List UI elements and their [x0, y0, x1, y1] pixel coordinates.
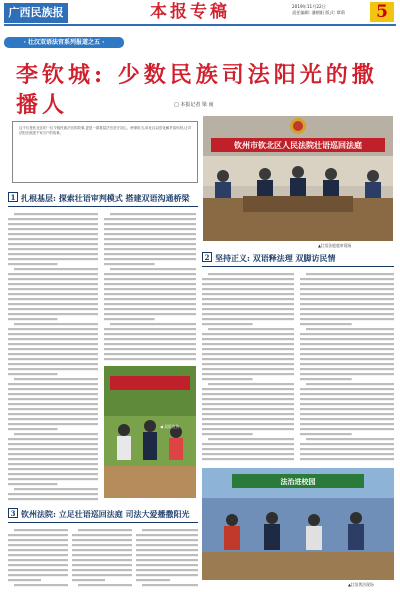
text-line	[8, 443, 98, 445]
text-line	[300, 353, 394, 355]
masthead	[0, 0, 400, 26]
text-line	[202, 298, 294, 300]
text-line	[104, 218, 196, 220]
text-line	[104, 288, 196, 290]
text-line	[8, 539, 68, 541]
text-line	[300, 453, 394, 455]
text-line	[104, 303, 196, 305]
text-line	[300, 368, 394, 370]
text-line	[300, 323, 352, 325]
text-line	[72, 569, 132, 571]
section-3-column-right	[136, 528, 198, 588]
text-line	[8, 544, 68, 546]
text-line	[202, 348, 294, 350]
issue-date: 2019年11月22日	[292, 4, 326, 9]
text-line	[8, 223, 98, 225]
text-line	[202, 423, 294, 425]
text-line	[8, 233, 98, 235]
text-line	[300, 363, 394, 365]
text-line	[202, 333, 294, 335]
text-line	[8, 368, 98, 370]
text-line	[8, 218, 98, 220]
section-2-column-right	[300, 272, 394, 462]
text-line	[300, 278, 394, 280]
text-line	[306, 328, 394, 330]
text-line	[8, 458, 98, 460]
text-line	[104, 353, 196, 355]
text-line	[8, 393, 98, 395]
text-line	[110, 268, 196, 270]
text-line	[202, 443, 294, 445]
text-line	[202, 453, 294, 455]
text-line	[300, 288, 394, 290]
law-school-photo	[104, 366, 196, 498]
issue-meta	[292, 4, 366, 16]
text-line	[14, 268, 98, 270]
text-line	[202, 303, 294, 305]
text-line	[8, 353, 98, 355]
text-line	[104, 338, 196, 340]
text-line	[208, 328, 294, 330]
issue-editor: 责任编辑: 潘朝阳 版式: 覃莉	[292, 10, 345, 15]
text-line	[202, 433, 253, 435]
text-line	[202, 353, 294, 355]
text-line	[202, 373, 294, 375]
text-line	[300, 293, 394, 295]
text-line	[14, 488, 98, 490]
text-line	[8, 328, 98, 330]
bottom-photo-caption: ▲壮语普法现场	[348, 582, 374, 587]
text-line	[8, 338, 98, 340]
text-line	[8, 549, 68, 551]
text-line	[8, 318, 58, 320]
text-line	[14, 584, 68, 586]
text-line	[8, 478, 98, 480]
text-line	[142, 584, 198, 586]
lead-text: 这不仅是钦北区的一位少数民族法官的故事,更是一群基层法官坚守初心、使命担当,用壮汉双语化解矛盾纠纷,让司法阳光照进千家万户的故事。	[19, 126, 191, 136]
text-line	[8, 333, 98, 335]
text-line	[8, 534, 68, 536]
text-line	[8, 283, 98, 285]
text-line	[202, 278, 294, 280]
text-line	[202, 308, 294, 310]
text-line	[8, 263, 58, 265]
text-line	[14, 323, 98, 325]
court-hearing-photo	[203, 116, 393, 241]
text-lines-3b	[72, 528, 132, 588]
text-line	[300, 403, 394, 405]
paper-name: 广西民族报	[8, 6, 64, 19]
section-title: 本报专稿	[150, 2, 230, 22]
text-line	[300, 428, 394, 430]
text-line	[8, 448, 98, 450]
text-line	[14, 213, 98, 215]
text-line	[8, 438, 98, 440]
text-line	[306, 438, 394, 440]
text-line	[300, 338, 394, 340]
text-line	[300, 348, 394, 350]
text-line	[104, 273, 196, 275]
text-line	[72, 554, 132, 556]
text-line	[202, 358, 294, 360]
text-line	[8, 569, 68, 571]
text-line	[202, 363, 294, 365]
text-line	[14, 378, 98, 380]
text-line	[8, 373, 58, 375]
text-line	[300, 413, 394, 415]
text-line	[104, 248, 196, 250]
page-number: 5	[370, 2, 394, 22]
text-line	[8, 258, 98, 260]
text-line	[8, 248, 98, 250]
text-line	[202, 448, 294, 450]
text-lines-2b	[300, 272, 394, 462]
text-line	[300, 388, 394, 390]
text-line	[8, 278, 98, 280]
section-2-heading: 坚持正义: 双语释法理 双脚访民情	[215, 253, 336, 263]
text-line	[72, 539, 132, 541]
section-3-title	[8, 508, 190, 520]
section-1-column-right	[104, 212, 196, 362]
text-line	[72, 559, 132, 561]
text-lines-3a	[8, 528, 68, 588]
text-line	[8, 363, 98, 365]
text-line	[78, 584, 132, 586]
text-line	[300, 423, 394, 425]
school-banner-text: 法治进校园	[280, 478, 316, 486]
text-line	[202, 288, 294, 290]
text-line	[300, 458, 394, 460]
text-line	[300, 393, 394, 395]
text-line	[104, 298, 196, 300]
text-line	[300, 343, 394, 345]
text-line	[72, 534, 132, 536]
text-line	[104, 223, 196, 225]
paper-pinyin: GUANGXI MINZU BAO	[5, 0, 43, 4]
text-line	[8, 388, 98, 390]
section-1-heading: 扎根基层: 探索壮语审判模式 搭建双语沟通桥梁	[21, 193, 190, 203]
text-line	[202, 398, 294, 400]
text-line	[72, 549, 132, 551]
text-line	[104, 333, 196, 335]
text-line	[136, 549, 198, 551]
text-line	[104, 328, 196, 330]
text-line	[202, 368, 294, 370]
text-line	[202, 418, 294, 420]
section-3-column-middle	[72, 528, 132, 588]
text-line	[300, 358, 394, 360]
text-line	[104, 348, 196, 350]
text-line	[8, 428, 58, 430]
text-lines-1b	[104, 212, 196, 362]
text-line	[8, 418, 98, 420]
legal-outreach-photo	[202, 468, 394, 580]
text-lines-3c	[136, 528, 198, 588]
text-line	[8, 383, 98, 385]
text-line	[8, 288, 98, 290]
text-line	[8, 463, 98, 465]
text-line	[8, 574, 68, 576]
text-line	[202, 283, 294, 285]
text-line	[8, 238, 98, 240]
text-line	[8, 243, 98, 245]
text-line	[104, 228, 196, 230]
text-line	[142, 529, 198, 531]
section-2-rule	[202, 266, 394, 267]
text-line	[110, 213, 196, 215]
text-line	[136, 564, 198, 566]
text-line	[300, 443, 394, 445]
text-line	[136, 539, 198, 541]
text-line	[136, 554, 198, 556]
text-line	[136, 569, 198, 571]
text-line	[202, 393, 294, 395]
text-line	[104, 238, 196, 240]
section-3-heading: 钦州法院: 立足壮语巡回法庭 司法大爱播撒阳光	[21, 509, 190, 519]
text-line	[202, 338, 294, 340]
text-line	[306, 383, 394, 385]
court-banner-text: 钦州市钦北区人民法院壮语巡回法庭	[234, 141, 362, 150]
text-line	[8, 453, 98, 455]
text-line	[136, 574, 198, 576]
text-line	[8, 403, 98, 405]
text-line	[300, 333, 394, 335]
text-line	[136, 544, 198, 546]
series-banner: · 壮汉双语法官系列报道之五 ·	[4, 37, 124, 48]
text-line	[208, 438, 294, 440]
text-line	[136, 579, 170, 581]
text-line	[14, 529, 68, 531]
top-photo-caption: ▲壮语法庭庭审现场	[318, 243, 352, 248]
text-line	[8, 358, 98, 360]
text-line	[104, 293, 196, 295]
text-line	[8, 398, 98, 400]
section-1-column-left	[8, 212, 98, 504]
text-line	[8, 559, 68, 561]
text-line	[208, 383, 294, 385]
text-line	[8, 348, 98, 350]
text-line	[8, 473, 98, 475]
section-1-rule	[8, 206, 198, 207]
text-line	[300, 448, 394, 450]
text-line	[104, 263, 155, 265]
text-line	[202, 403, 294, 405]
text-line	[8, 483, 58, 485]
text-line	[78, 529, 132, 531]
text-line	[202, 388, 294, 390]
text-line	[104, 358, 196, 360]
section-2-column-left	[202, 272, 294, 462]
middle-photo-caption: ◀ 双语宣传	[160, 424, 180, 429]
section-1-number: 1	[8, 192, 18, 202]
text-line	[14, 433, 98, 435]
text-line	[300, 313, 394, 315]
text-line	[104, 308, 196, 310]
text-line	[8, 228, 98, 230]
text-line	[8, 423, 98, 425]
text-line	[104, 258, 196, 260]
text-line	[104, 253, 196, 255]
section-1-title	[8, 192, 190, 204]
text-line	[72, 544, 132, 546]
section-3-column-left	[8, 528, 68, 588]
text-line	[202, 343, 294, 345]
text-line	[8, 293, 98, 295]
text-line	[72, 564, 132, 566]
text-line	[8, 498, 98, 500]
text-line	[104, 278, 196, 280]
text-line	[300, 433, 352, 435]
text-line	[72, 574, 132, 576]
text-line	[8, 343, 98, 345]
text-line	[202, 293, 294, 295]
text-line	[8, 493, 98, 495]
lead-box	[12, 121, 198, 183]
text-line	[104, 343, 196, 345]
text-line	[202, 408, 294, 410]
text-line	[300, 378, 352, 380]
text-line	[8, 273, 98, 275]
text-line	[306, 273, 394, 275]
text-line	[8, 303, 98, 305]
text-line	[202, 318, 294, 320]
section-2-number: 2	[202, 252, 212, 262]
text-line	[8, 564, 68, 566]
text-line	[8, 579, 41, 581]
text-line	[8, 253, 98, 255]
text-line	[8, 468, 98, 470]
text-lines-2a	[202, 272, 294, 462]
text-line	[202, 428, 294, 430]
text-line	[300, 408, 394, 410]
headline: 李钦城: 少数民族司法阳光的撒播人	[16, 62, 378, 118]
text-line	[8, 554, 68, 556]
text-line	[300, 303, 394, 305]
text-lines-1a	[8, 212, 98, 504]
text-line	[104, 283, 196, 285]
text-line	[8, 308, 98, 310]
text-line	[8, 413, 98, 415]
section-2-title	[202, 252, 336, 264]
text-line	[104, 233, 196, 235]
text-line	[104, 243, 196, 245]
text-line	[300, 308, 394, 310]
text-line	[72, 579, 105, 581]
masthead-rule	[4, 24, 396, 26]
text-line	[8, 298, 98, 300]
text-line	[110, 323, 196, 325]
text-line	[202, 413, 294, 415]
text-line	[300, 318, 394, 320]
text-line	[300, 418, 394, 420]
text-line	[104, 313, 196, 315]
text-line	[8, 408, 98, 410]
text-line	[136, 559, 198, 561]
text-line	[104, 318, 155, 320]
text-line	[202, 458, 294, 460]
byline: □ 本报记者 梁 南	[174, 102, 214, 108]
text-line	[208, 273, 294, 275]
text-line	[202, 378, 253, 380]
text-line	[202, 323, 253, 325]
text-line	[202, 313, 294, 315]
text-line	[8, 313, 98, 315]
section-3-rule	[8, 522, 198, 523]
text-line	[136, 534, 198, 536]
text-line	[300, 298, 394, 300]
text-line	[300, 283, 394, 285]
text-line	[300, 398, 394, 400]
section-3-number: 3	[8, 508, 18, 518]
text-line	[300, 373, 394, 375]
